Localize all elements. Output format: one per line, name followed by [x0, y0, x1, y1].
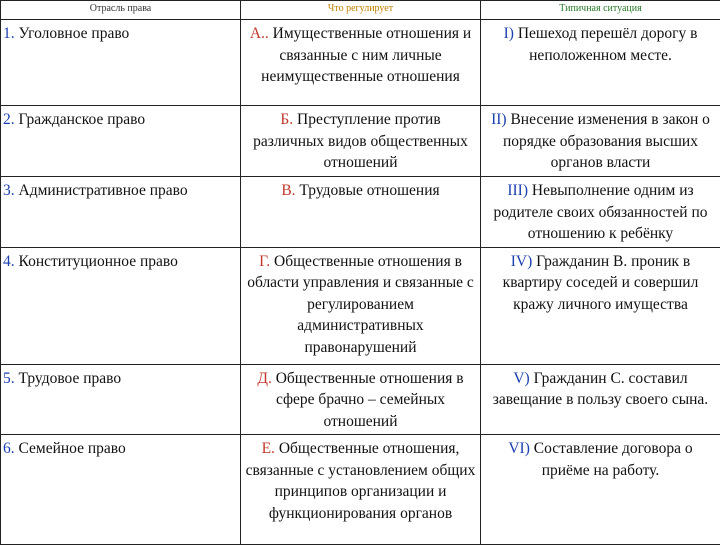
letter-label: Б. [280, 111, 293, 128]
situation-cell [481, 435, 720, 545]
situation-text: Пешеход перешёл дорогу в неположенном месте. [518, 25, 698, 64]
table-row [1, 106, 720, 177]
branch-name: Уголовное право [19, 25, 130, 42]
header-regulates: Что регулирует [241, 1, 481, 20]
regulates-cell [241, 435, 481, 545]
roman-label: VI) [508, 440, 530, 457]
branch-name: Трудовое право [19, 370, 122, 387]
situation-text: Внесение изменения в закон о порядке образования высших органов власти [503, 111, 710, 171]
roman-label: V) [513, 370, 529, 387]
row-number: 5. [3, 370, 15, 387]
situation-cell [481, 20, 720, 106]
header-situation: Типичная ситуация [481, 1, 720, 20]
branch-name: Конституционное право [19, 253, 178, 270]
situation-cell [481, 364, 720, 435]
roman-label: II) [491, 111, 507, 128]
header-branch: Отрасль права [1, 1, 241, 20]
table-row [1, 177, 720, 248]
letter-label: Д. [257, 370, 271, 387]
situation-cell [481, 106, 720, 177]
branch-name: Гражданское право [19, 111, 146, 128]
header-row [1, 1, 720, 20]
row-number: 3. [3, 182, 15, 199]
situation-text: Гражданин С. составил завещание в пользу своего сына. [493, 370, 708, 409]
row-number: 4. [3, 253, 15, 270]
branch-cell [1, 247, 241, 364]
roman-label: I) [504, 25, 514, 42]
table-row [1, 247, 720, 364]
regulates-cell [241, 20, 481, 106]
regulates-cell [241, 177, 481, 248]
letter-label: В. [281, 182, 295, 199]
roman-label: III) [507, 182, 528, 199]
regulates-cell [241, 364, 481, 435]
situation-cell [481, 247, 720, 364]
regulates-text: Трудовые отношения [299, 182, 439, 199]
regulates-text: Имущественные отношения и связанные с ним личные неимущественные отношения [261, 25, 471, 85]
regulates-text: Общественные отношения в сфере брачно – семейных отношений [276, 370, 464, 430]
regulates-cell [241, 247, 481, 364]
row-number: 1. [3, 25, 15, 42]
letter-label: А.. [250, 25, 269, 42]
row-number: 2. [3, 111, 15, 128]
regulates-text: Общественные отношения, связанные с установлением общих принципов организации и функционирования органов [246, 440, 476, 522]
situation-cell [481, 177, 720, 248]
table-row [1, 20, 720, 106]
table-row [1, 435, 720, 545]
regulates-text: Общественные отношения в области управления и связанные с регулированием административных правонарушений [247, 253, 474, 356]
branch-cell [1, 20, 241, 106]
branch-cell [1, 106, 241, 177]
regulates-text: Преступление против различных видов общественных отношений [253, 111, 468, 171]
branch-cell [1, 177, 241, 248]
roman-label: IV) [511, 253, 533, 270]
branch-name: Административное право [19, 182, 188, 199]
table-row [1, 364, 720, 435]
letter-label: Г. [259, 253, 270, 270]
branch-name: Семейное право [19, 440, 126, 457]
branch-cell [1, 435, 241, 545]
letter-label: Е. [262, 440, 275, 457]
regulates-cell [241, 106, 481, 177]
branch-cell [1, 364, 241, 435]
situation-text: Невыполнение одним из родителе своих обязанностей по отношению к ребёнку [494, 182, 708, 242]
row-number: 6. [3, 440, 15, 457]
situation-text: Составление договора о приёме на работу. [534, 440, 693, 479]
situation-text: Гражданин В. проник в квартиру соседей и совершил кражу личного имущества [503, 253, 699, 313]
